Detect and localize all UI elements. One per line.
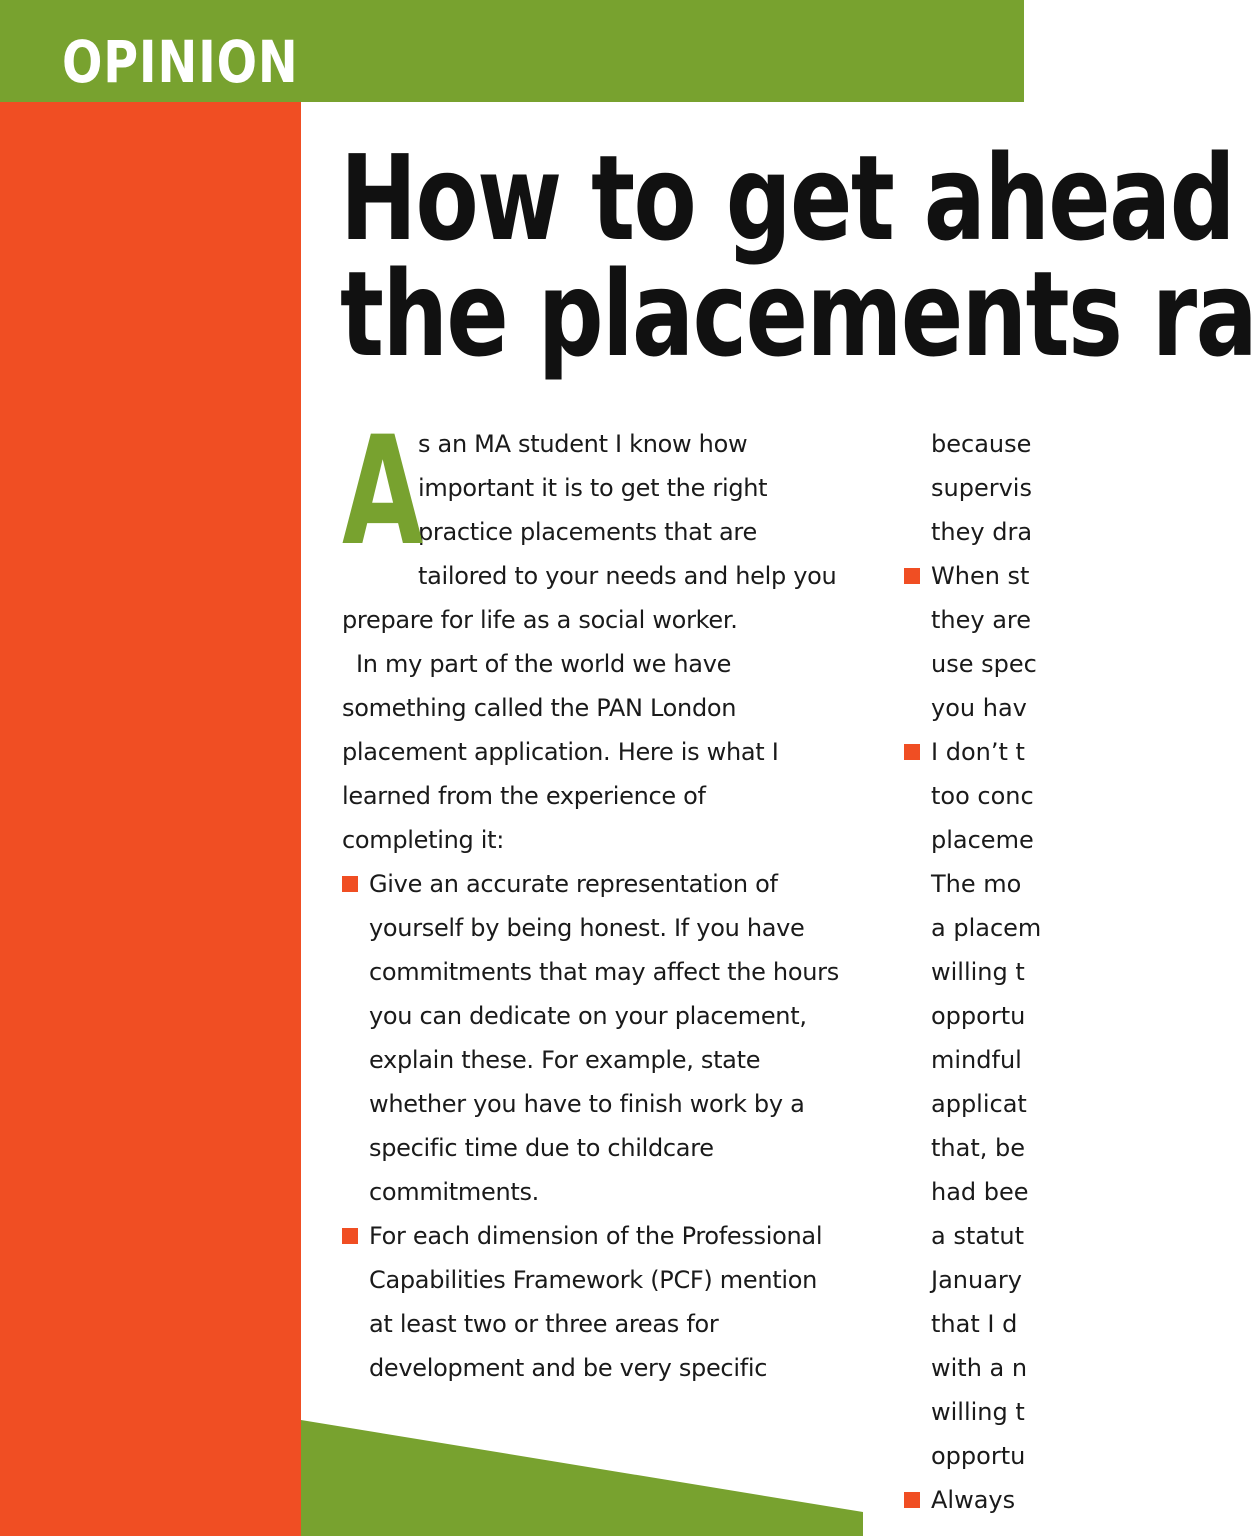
right-column-line [904,1346,1028,1390]
right-column-text: use spec [931,650,1037,678]
right-column-line [904,554,1030,598]
right-column-text: a placem [931,914,1042,942]
right-column-line [904,1082,1027,1126]
drop-cap: A [342,405,424,579]
bullet-item [342,862,842,1214]
right-column-line [904,1170,1029,1214]
right-column-text: supervis [931,474,1032,502]
right-column-text: a statut [931,1222,1024,1250]
right-column-text: applicat [931,1090,1027,1118]
right-column-line [904,994,1024,1038]
right-column-text: they are [931,606,1032,634]
right-column-text: had bee [931,1178,1029,1206]
bullet-square-icon [904,1492,920,1508]
right-column-text: mindful [931,1046,1022,1074]
right-column-text: The mo [931,870,1022,898]
right-column-text: they dra [931,518,1033,546]
left-column [342,405,842,1390]
headline-line-2: the placements ra [340,245,1256,383]
right-column-line [904,1038,1024,1082]
right-column-line [904,1434,1024,1478]
right-column-line [904,730,1024,774]
bullet-item [342,1214,842,1390]
bullet-square-icon [342,876,358,892]
right-column-text: I don’t t [931,738,1025,766]
right-column-text: Always [931,1486,1016,1514]
right-column-text: willing t [931,958,1025,986]
intro-rest: important it is to get the right practice placements that are tailored to your needs and help you prepare for life as a social worker. [342,474,837,634]
right-column-line [904,774,1034,818]
right-column-text: willing t [931,1398,1025,1426]
bullet-text: For each dimension of the Professional Capabilities Framework (PCF) mention at least two or three areas for development and be very specific [369,1222,823,1382]
right-column-line [904,686,1027,730]
right-column-line [904,1126,1024,1170]
right-column-line [904,1390,1024,1434]
bullet-text: Give an accurate representation of yourself by being honest. If you have commitments that may affect the hours you can dedicate on your placement, explain these. For example, state whether you have to finish work by a specific time due to childcare commitments. [369,870,839,1206]
right-column-cropped [904,422,1042,1536]
right-column-line [904,1214,1024,1258]
right-column-line [904,466,1032,510]
section-label: OPINION [62,28,299,96]
bullet-square-icon [904,568,920,584]
right-column-text: January [931,1266,1022,1294]
right-column-line [904,1258,1024,1302]
green-corner-shape [301,1420,863,1536]
right-column-text: that, be [931,1134,1025,1162]
right-column-line [904,422,1032,466]
bullet-square-icon [904,744,920,760]
right-column-line [904,862,1024,906]
right-column-line [904,642,1037,686]
right-column-line [904,510,1033,554]
right-column-line [904,1478,1024,1522]
right-column-line [904,950,1024,994]
right-column-text: When st [931,562,1030,590]
right-column-text: too conc [931,782,1034,810]
right-column-line [904,906,1042,950]
right-column-text: that I d [931,1310,1018,1338]
right-column-line [904,818,1034,862]
right-column-text: opportu [931,1442,1026,1470]
right-column-text: you hav [931,694,1027,722]
orange-sidebar [0,102,301,1536]
bullet-square-icon [342,1228,358,1244]
headline [340,129,1256,383]
right-column-text: because [931,430,1032,458]
section-header-bar [0,0,1024,102]
right-column-line [904,598,1032,642]
second-paragraph: In my part of the world we have something called the PAN London placement application. Here is what I learned from the experience of completing it: [342,650,779,854]
right-column-text: with a n [931,1354,1028,1382]
headline-line-1: How to get ahead [340,129,1235,267]
right-column-text: placeme [931,826,1034,854]
intro-first-line: s an MA student I know how [418,430,748,458]
right-column-line [904,1302,1024,1346]
right-column-text: opportu [931,1002,1026,1030]
